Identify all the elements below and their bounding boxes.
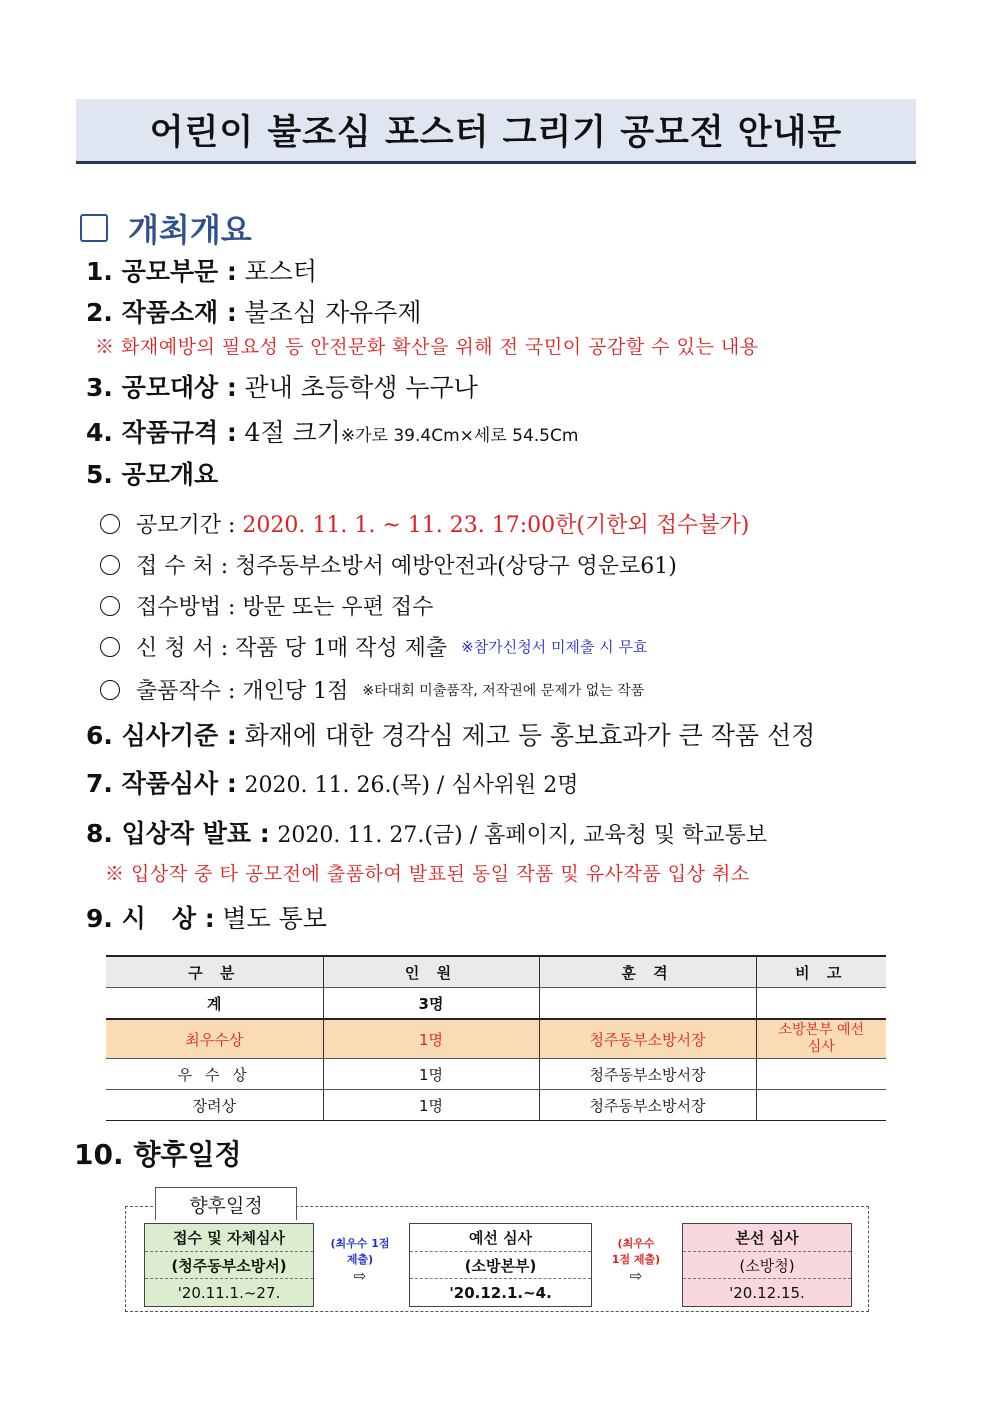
table-cell: 소방본부 예선심사: [756, 1019, 886, 1059]
table-cell: 청주동부소방서장: [539, 1019, 756, 1059]
item-4-note: ※가로 39.4Cm×세로 54.5Cm: [340, 426, 579, 446]
count-label: 출품작수 :: [136, 679, 236, 704]
apply-label: 신 청 서 :: [136, 636, 229, 661]
table-row: [106, 1019, 886, 1059]
transfer-note-2-line1: (최우수: [617, 1237, 655, 1250]
transfer-note-2: [600, 1236, 672, 1286]
table-cell: 최우수상: [106, 1019, 323, 1059]
item-2-value: 불조심 자유주제: [244, 298, 422, 327]
table-cell: 1명: [323, 1019, 539, 1059]
overview-office: [100, 549, 677, 580]
item-6-value: 화재에 대한 경각심 제고 등 홍보효과가 큰 작품 선정: [244, 721, 816, 750]
circle-bullet-icon: [100, 680, 120, 700]
item-1-value: 포스터: [244, 257, 317, 286]
item-1-label: 1. 공모부문 :: [86, 257, 237, 286]
item-2-note: ※ 화재예방의 필요성 등 안전문화 확산을 위해 전 국민이 공감할 수 있는 내용: [95, 336, 759, 358]
count-value: 개인당 1점: [242, 679, 349, 704]
circle-bullet-icon: [100, 555, 120, 575]
stage-intake-title: 접수 및 자체심사: [145, 1224, 313, 1252]
item-8-label: 8. 입상작 발표 :: [86, 819, 270, 848]
header-remarks: 비 고: [756, 956, 886, 988]
section-heading: [80, 205, 252, 251]
table-cell: 청주동부소방서장: [539, 1090, 756, 1121]
table-cell: 계: [106, 988, 323, 1020]
item-2-label: 2. 작품소재 :: [86, 298, 237, 327]
table-row: [106, 1090, 886, 1121]
apply-value: 작품 당 1매 작성 제출: [235, 636, 448, 661]
transfer-note-1-line1: (최우수 1점: [330, 1237, 390, 1250]
item-9-value: 별도 통보: [222, 904, 327, 933]
count-note: ※타대회 미출품작, 저작권에 문제가 없는 작품: [362, 682, 645, 699]
overview-count: [100, 674, 644, 705]
transfer-note-1-line2: 제출): [346, 1253, 374, 1266]
office-value: 청주동부소방서 예방안전과(상당구 영운로61): [235, 554, 677, 579]
item-8: [86, 814, 767, 850]
table-cell: 장려상: [106, 1090, 323, 1121]
stage-preliminary: [409, 1223, 592, 1307]
stage-intake-org: (청주동부소방서): [145, 1252, 313, 1280]
schedule-heading: 10. 향후일정: [74, 1138, 242, 1171]
circle-bullet-icon: [100, 514, 120, 534]
item-6: [86, 716, 815, 752]
table-cell: 청주동부소방서장: [539, 1059, 756, 1090]
circle-bullet-icon: [100, 637, 120, 657]
schedule-frame-label: 향후일정: [155, 1187, 297, 1220]
item-3-label: 3. 공모대상 :: [86, 373, 237, 402]
overview-apply: [100, 631, 647, 662]
table-cell: [756, 1090, 886, 1121]
stage-final-org: (소방청): [683, 1252, 851, 1280]
item-7: [86, 764, 579, 800]
item-8-note: ※ 입상작 중 타 공모전에 출품하여 발표된 동일 작품 및 유사작품 입상 취소: [105, 863, 750, 885]
transfer-note-2-line2: 1점 제출): [611, 1253, 661, 1266]
item-3-value: 관내 초등학생 누구나: [244, 373, 478, 402]
period-value: 2020. 11. 1. ~ 11. 23. 17:00한(기한외 접수불가): [242, 513, 750, 538]
section-heading-text: 개최개요: [128, 211, 252, 249]
method-value: 방문 또는 우편 접수: [242, 595, 434, 620]
stage-intake-date: '20.11.1.~27.: [177, 1283, 281, 1302]
stage-final-date: '20.12.15.: [729, 1283, 805, 1302]
awards-table: [106, 955, 886, 1121]
method-label: 접수방법 :: [136, 595, 236, 620]
table-cell: [539, 988, 756, 1020]
item-5-label: 5. 공모개요: [86, 460, 219, 489]
title-banner: [76, 99, 916, 164]
table-cell: [756, 1059, 886, 1090]
stage-final: [682, 1223, 852, 1307]
item-9-label: 9. 시 상 :: [86, 904, 215, 933]
overview-period: [100, 508, 749, 539]
stage-intake: [144, 1223, 314, 1307]
stage-final-title: 본선 심사: [683, 1224, 851, 1252]
transfer-note-1: [320, 1236, 400, 1286]
item-5: [86, 455, 218, 491]
item-7-label: 7. 작품심사 :: [86, 769, 237, 798]
item-4: [86, 413, 578, 449]
page-title: 어린이 불조심 포스터 그리기 공모전 안내문: [149, 113, 843, 153]
table-row: [106, 988, 886, 1020]
header-count: 인 원: [323, 956, 539, 988]
apply-note: ※참가신청서 미제출 시 무효: [461, 638, 648, 656]
office-label: 접 수 처 :: [136, 554, 229, 579]
item-4-value: 4절 크기: [244, 418, 341, 447]
stage-preliminary-date: '20.12.1.~4.: [449, 1283, 552, 1302]
overview-method: [100, 590, 433, 621]
stage-preliminary-org: (소방본부): [410, 1252, 591, 1280]
period-label: 공모기간 :: [136, 513, 236, 538]
item-8-value: 2020. 11. 27.(금) / 홈페이지, 교육청 및 학교통보: [277, 823, 768, 848]
header-category: 구 분: [106, 956, 323, 988]
right-arrow-icon: ⇨: [353, 1267, 367, 1285]
item-6-label: 6. 심사기준 :: [86, 721, 237, 750]
table-header-row: [106, 956, 886, 988]
table-cell: 우 수 상: [106, 1059, 323, 1090]
item-3: [86, 368, 478, 404]
table-cell: 1명: [323, 1059, 539, 1090]
item-9: [86, 899, 327, 935]
table-cell: 3명: [323, 988, 539, 1020]
item-2: [86, 293, 422, 329]
item-1: [86, 252, 317, 288]
circle-bullet-icon: [100, 596, 120, 616]
item-4-label: 4. 작품규격 :: [86, 418, 237, 447]
table-row: [106, 1059, 886, 1090]
header-grade: 훈 격: [539, 956, 756, 988]
right-arrow-icon: ⇨: [629, 1267, 643, 1285]
table-cell: 1명: [323, 1090, 539, 1121]
checkbox-square-icon: [80, 214, 108, 242]
item-7-value: 2020. 11. 26.(목) / 심사위원 2명: [244, 773, 579, 798]
table-cell: [756, 988, 886, 1020]
stage-preliminary-title: 예선 심사: [410, 1224, 591, 1252]
